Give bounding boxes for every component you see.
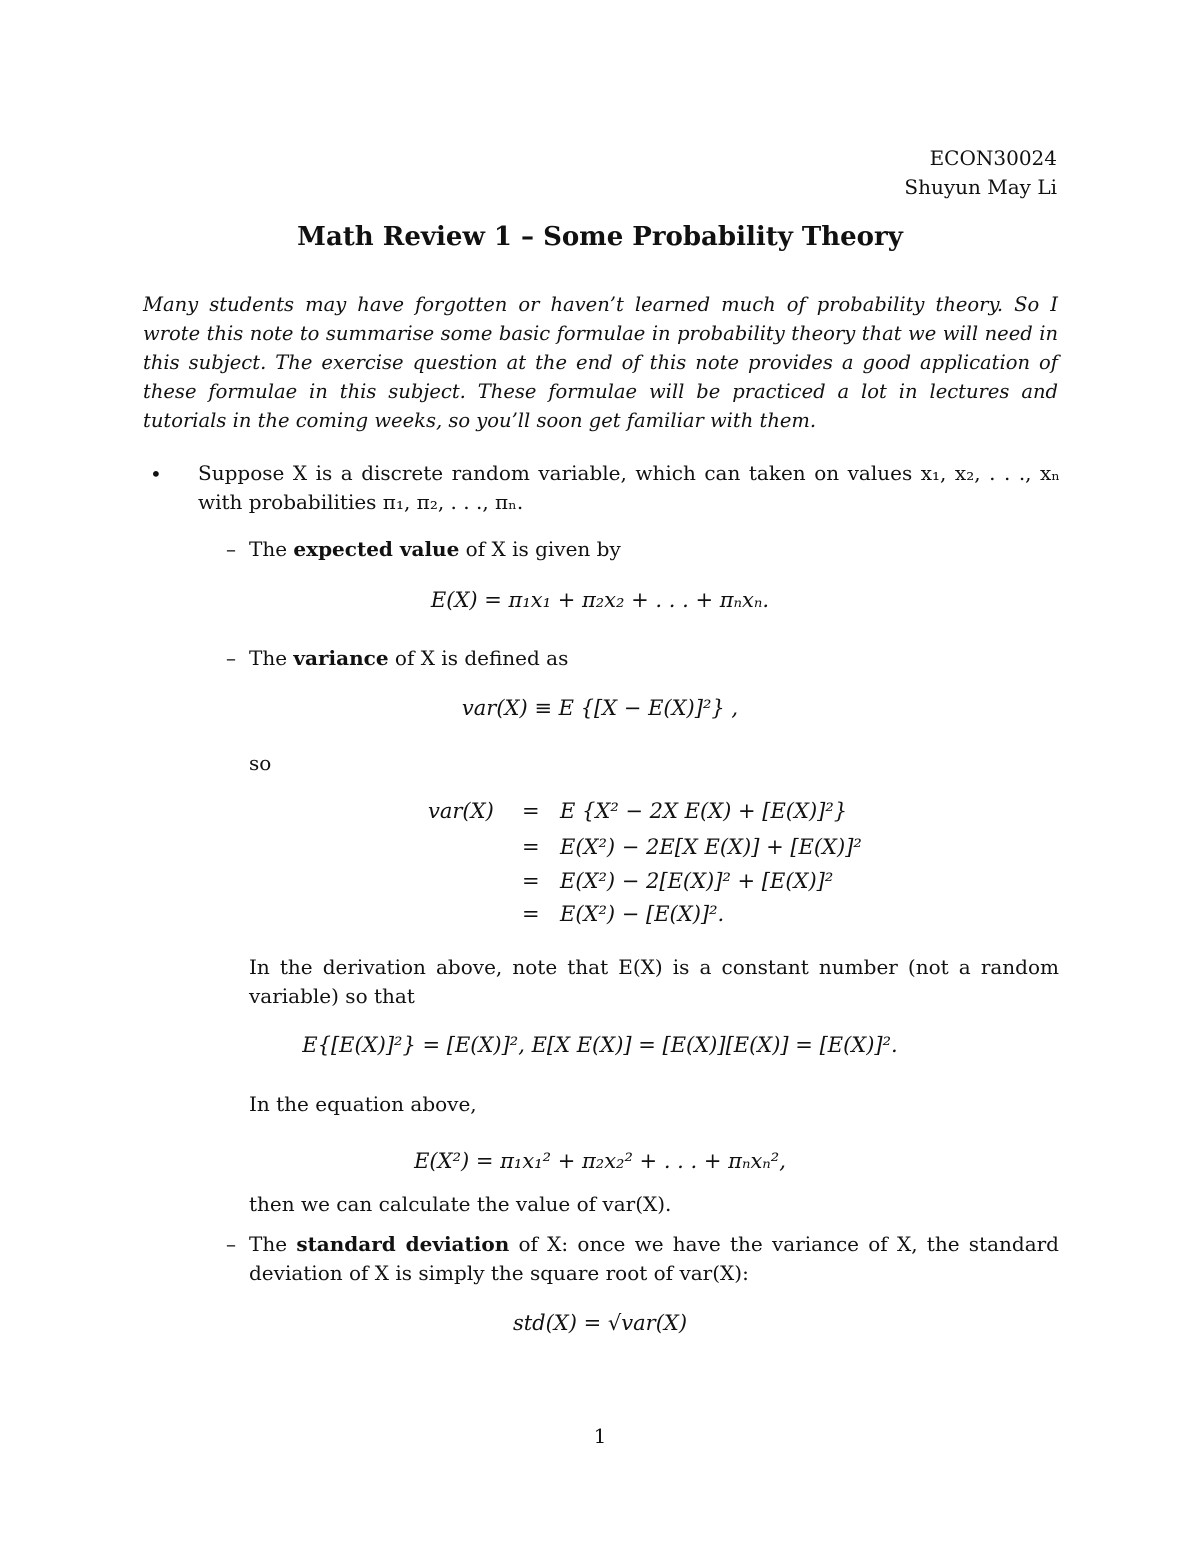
- page-number: 1: [593, 1424, 607, 1448]
- expected-heading: [249, 535, 621, 564]
- derivation-eq-4: =: [522, 902, 540, 926]
- derivation-eq-1: =: [522, 799, 540, 823]
- variance-definition: var(X) ≡ E {[X − E(X)]²} ,: [461, 696, 739, 720]
- variance-heading: [249, 644, 568, 673]
- stddev-dash: –: [226, 1232, 236, 1256]
- ex2-formula: E(X²) = π₁x₁² + π₂x₂² + . . . + πₙxₙ²,: [414, 1149, 786, 1173]
- expected-formula: E(X) = π₁x₁ + π₂x₂ + . . . + πₙxₙ.: [430, 588, 770, 612]
- variance-term: variance: [293, 646, 389, 670]
- derivation-row-3: E(X²) − 2[E(X)]² + [E(X)]²: [560, 869, 834, 893]
- derivation-eq-3: =: [522, 869, 540, 893]
- stddev-term: standard deviation: [296, 1232, 510, 1256]
- variance-dash: –: [226, 646, 236, 670]
- stddev-formula: std(X) = √var(X): [512, 1311, 688, 1335]
- then-text: then we can calculate the value of var(X).: [249, 1192, 672, 1216]
- derivation-row-1: E {X² − 2X E(X) + [E(X)]²}: [560, 799, 848, 823]
- variance-pre: The: [249, 646, 288, 670]
- derivation-row-4: E(X²) − [E(X)]².: [560, 902, 725, 926]
- page-title: Math Review 1 – Some Probability Theory: [297, 222, 903, 252]
- bullet-text: Suppose X is a discrete random variable, which can taken on values x₁, x₂, . . ., xₙ with probabilities π₁, π₂, . . ., πₙ.: [198, 461, 1060, 514]
- derivation-eq-2: =: [522, 835, 540, 859]
- course-code: ECON30024: [929, 146, 1057, 170]
- constant-formula: E{[E(X)]²} = [E(X)]², E[X E(X)] = [E(X)][E(X)] = [E(X)]².: [302, 1033, 898, 1057]
- derivation-row-2: E(X²) − 2E[X E(X)] + [E(X)]²: [560, 835, 862, 859]
- bullet-marker: •: [150, 462, 162, 486]
- expected-term: expected value: [293, 537, 460, 561]
- derivation-lhs: var(X): [428, 799, 494, 823]
- stddev-pre: The: [249, 1232, 288, 1256]
- so-text: so: [249, 751, 272, 775]
- derivation-note: In the derivation above, note that E(X) is a constant number (not a random variable) so that: [249, 955, 1059, 1008]
- expected-dash: –: [226, 537, 236, 561]
- stddev-paragraph: [249, 1230, 1059, 1288]
- stddev-post: of X: once we have the variance of X, the standard deviation of X is simply the square root of var(X):: [249, 1232, 1059, 1285]
- variance-post: of X is defined as: [394, 646, 569, 670]
- author-name: Shuyun May Li: [904, 175, 1057, 199]
- in-equation-text: In the equation above,: [249, 1092, 477, 1116]
- expected-pre: The: [249, 537, 288, 561]
- expected-post: of X is given by: [465, 537, 621, 561]
- abstract: Many students may have forgotten or haven’t learned much of probability theory. So I wrote this note to summarise some basic formulae in probability theory that we will need in this subject. The exercise question at the end of this note provides a good application of these formulae in this subject. These formulae will be practiced a lot in lectures and tutorials in the coming weeks, so you’ll soon get familiar with them.: [143, 293, 1058, 432]
